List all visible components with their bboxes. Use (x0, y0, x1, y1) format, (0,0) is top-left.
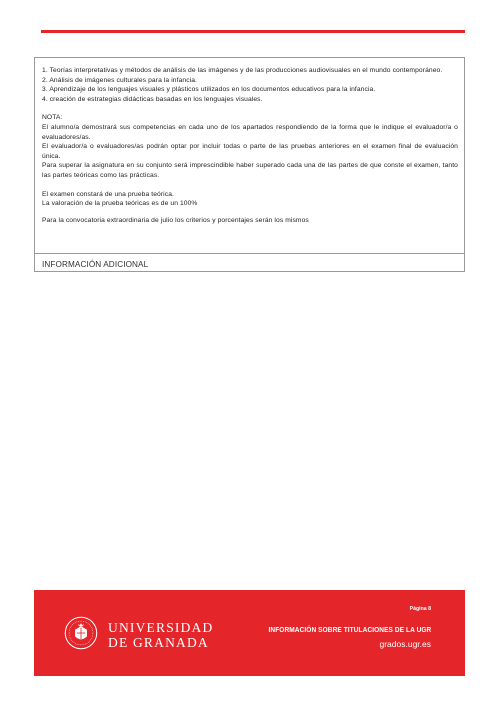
university-line-2: DE GRANADA (108, 635, 209, 650)
content-cell (35, 58, 464, 254)
note-label: NOTA: (42, 114, 63, 122)
university-line-1: UNIVERSIDAD (108, 620, 214, 635)
grados-link[interactable]: grados.ugr.es (379, 639, 431, 649)
university-wordmark (108, 620, 213, 650)
objective-item-2: 2. Análisis de imágenes culturales para la infancia. (42, 76, 198, 84)
objective-item-4: 4. creación de estrategias didácticas basadas en los lenguajes visuales. (42, 95, 263, 103)
titulaciones-text: INFORMACIÓN SOBRE TITULACIONES DE LA UGR (268, 625, 431, 634)
section-title: INFORMACIÓN ADICIONAL (42, 260, 149, 269)
note-item-3: Para superar la asignatura en su conjunto será imprescindible haber superado cada una de las partes de que conste el examen, tanto las partes teóricas como las prácticas. (42, 162, 458, 179)
info-table (34, 57, 465, 272)
note-item-2: El evaluador/a o evaluadores/as podrán optar por incluir todas o parte de las pruebas anteriores en el examen final de evaluación única. (42, 143, 458, 160)
top-red-rule (41, 30, 465, 33)
exam-line-2: La valoración de la prueba teóricas es de un 100% (42, 200, 198, 208)
footer-banner (34, 590, 465, 676)
note-item-1: El alumno/a demostrará sus competencias en cada uno de los apartados respondiendo de la forma que le indique el evaluador/a o evaluadores/as. (42, 123, 458, 141)
exam-line-1: El examen constará de una prueba teórica. (42, 190, 174, 198)
university-seal-icon (64, 616, 98, 650)
page-number: Página 8 (409, 606, 431, 612)
objective-item-3: 3. Aprendizaje de los lenguajes visuales y plásticos utilizados en los documentos educativos para la infancia. (42, 86, 376, 94)
extraordinary-line: Para la convocatoria extraordinaria de julio los criterios y porcentajes serán los mismos (42, 216, 309, 224)
objective-item-1: 1. Teorías interpretativas y métodos de análisis de las imágenes y de las producciones audiovisuales en el mundo contemporáneo. (42, 67, 443, 74)
